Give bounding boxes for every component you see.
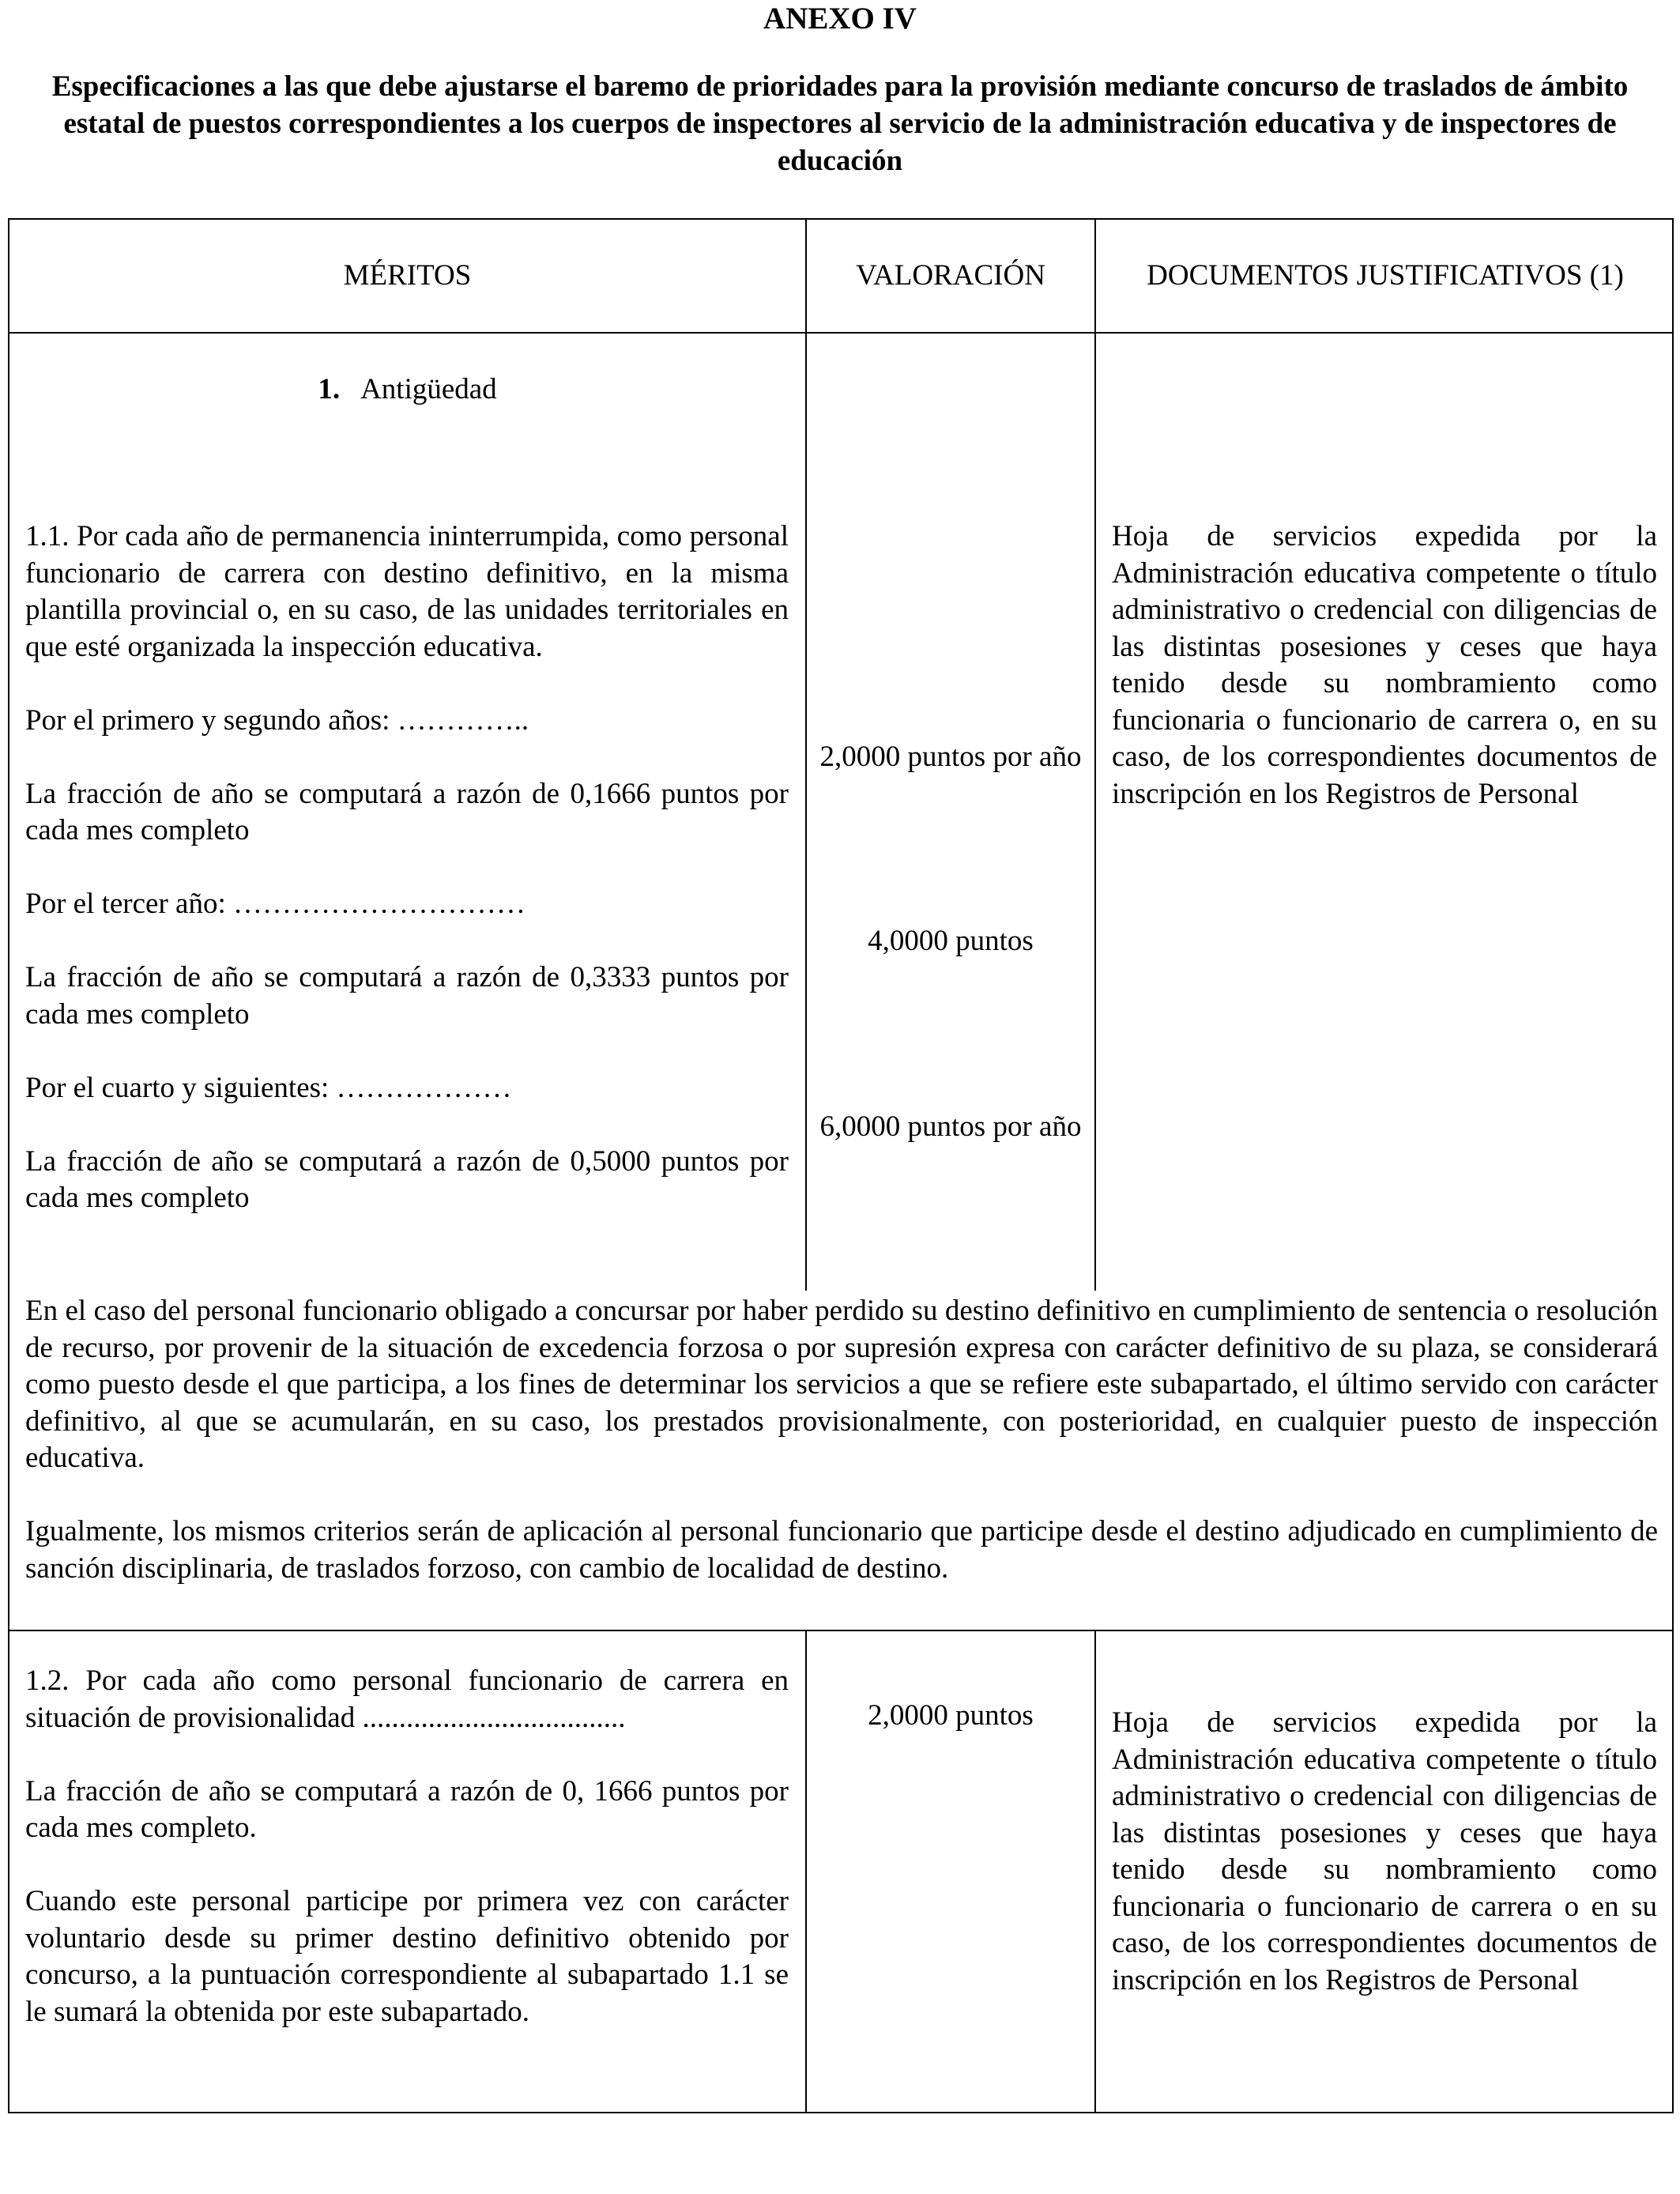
header-meritos: MÉRITOS [343, 259, 472, 292]
section-heading [9, 371, 805, 409]
item-1-1-fraction-1: La fracción de año se computará a razón de 0,1666 puntos por cada mes completo [25, 777, 789, 846]
column-divider-1 [805, 218, 807, 1291]
item-1-1-val-first-second: 2,0000 puntos por año [819, 741, 1082, 773]
item-1-1-note-2: Igualmente, los mismos criterios serán de aplicación al personal funcionario que participe desde el destino adjudicado en cumplimiento de sanción disciplinaria, de traslados forzoso, con cambio de localidad de destino. [25, 1515, 1658, 1585]
item-1-1-third: Por el tercer año: ………………………… [25, 888, 525, 920]
item-1-2-voluntary: Cuando este personal participe por primera vez con carácter voluntario desde su primer destino definitivo obtenido por concurso, a la puntuación correspondiente al subapartado 1.1 se le sumará la obtenida por este subapartado. [25, 1885, 789, 2028]
table-border-right [1672, 218, 1674, 2113]
item-1-2-fraction: La fracción de año se computará a razón de 0, 1666 puntos por cada mes completo. [25, 1774, 789, 1844]
item-1-2-documents: Hoja de servicios expedida por la Administración educativa competente o título administrativo o credencial con diligencias de las distintas posesiones y ceses que haya tenido desde su nombramiento como funcionaria o funcionario de carrera o en su caso, de los correspondientes documentos de inscripción en los Registros de Personal [1112, 1706, 1657, 1996]
header-valoracion: VALORACIÓN [856, 259, 1045, 292]
table-border-bottom [8, 2112, 1674, 2113]
annex-subtitle: Especificaciones a las que debe ajustarse el baremo de prioridades para la provisión mediante concurso de traslados de ámbito estatal de puestos correspondientes a los cuerpos de inspectores al servicio de la administración educativa y de inspectores de educación [51, 70, 1629, 177]
item-1-1-documents: Hoja de servicios expedida por la Administración educativa competente o título administrativo o credencial con diligencias de las distintas posesiones y ceses que haya tenido desde su nombramiento como funcionaria o funcionario de carrera o, en su caso, de los correspondientes documentos de inscripción en los Registros de Personal [1112, 520, 1657, 810]
item-1-2-intro: 1.2. Por cada año como personal funcionario de carrera en situación de provisionalidad .................................... [25, 1664, 789, 1734]
item-1-1-val-third: 4,0000 puntos [868, 925, 1034, 957]
section-label: Antigüedad [360, 373, 497, 405]
column-divider-2 [1094, 218, 1096, 1291]
column-divider-1b [805, 1630, 807, 2113]
table-border-top [8, 218, 1674, 220]
item-1-1-val-fourth: 6,0000 puntos por año [819, 1110, 1082, 1143]
item-1-1-fraction-2: La fracción de año se computará a razón de 0,3333 puntos por cada mes completo [25, 961, 789, 1031]
item-1-2-valoracion: 2,0000 puntos [868, 1699, 1034, 1732]
item-1-1-fraction-3: La fracción de año se computará a razón de 0,5000 puntos por cada mes completo [25, 1144, 789, 1214]
header-documentos: DOCUMENTOS JUSTIFICATIVOS (1) [1147, 259, 1624, 292]
header-row-divider [8, 332, 1674, 334]
section-row-divider [8, 1630, 1674, 1631]
item-1-1-notes [25, 1293, 1658, 1587]
item-1-2-merits [25, 1663, 789, 2030]
section-number: 1. [318, 373, 341, 405]
item-1-1-merits [25, 518, 789, 1217]
table-border-left [8, 218, 9, 2113]
item-1-1-first-second: Por el primero y segundo años: ………….. [25, 703, 529, 737]
annex-title: ANEXO IV [763, 2, 917, 36]
item-1-1-note-1: En el caso del personal funcionario obligado a concursar por haber perdido su destino definitivo en cumplimiento de sentencia o resolución de recurso, por provenir de la situación de excedencia forzosa o por supresión expresa con carácter definitivo de su plaza, se considerará como puesto desde el que participa, a los fines de determinar los servicios a que se refiere este subapartado, el último servido con carácter definitivo, al que se acumularán, en su caso, los prestados provisionalmente, con posterioridad, en cualquier puesto de inspección educativa. [25, 1295, 1658, 1474]
item-1-1-intro: 1.1. Por cada año de permanencia ininterrumpida, como personal funcionario de carrera con destino definitivo, en la misma plantilla provincial o, en su caso, de las unidades territoriales en que esté organizada la inspección educativa. [25, 520, 789, 663]
item-1-1-fourth: Por el cuarto y siguientes: ……………… [25, 1071, 512, 1104]
column-divider-2b [1094, 1630, 1096, 2113]
